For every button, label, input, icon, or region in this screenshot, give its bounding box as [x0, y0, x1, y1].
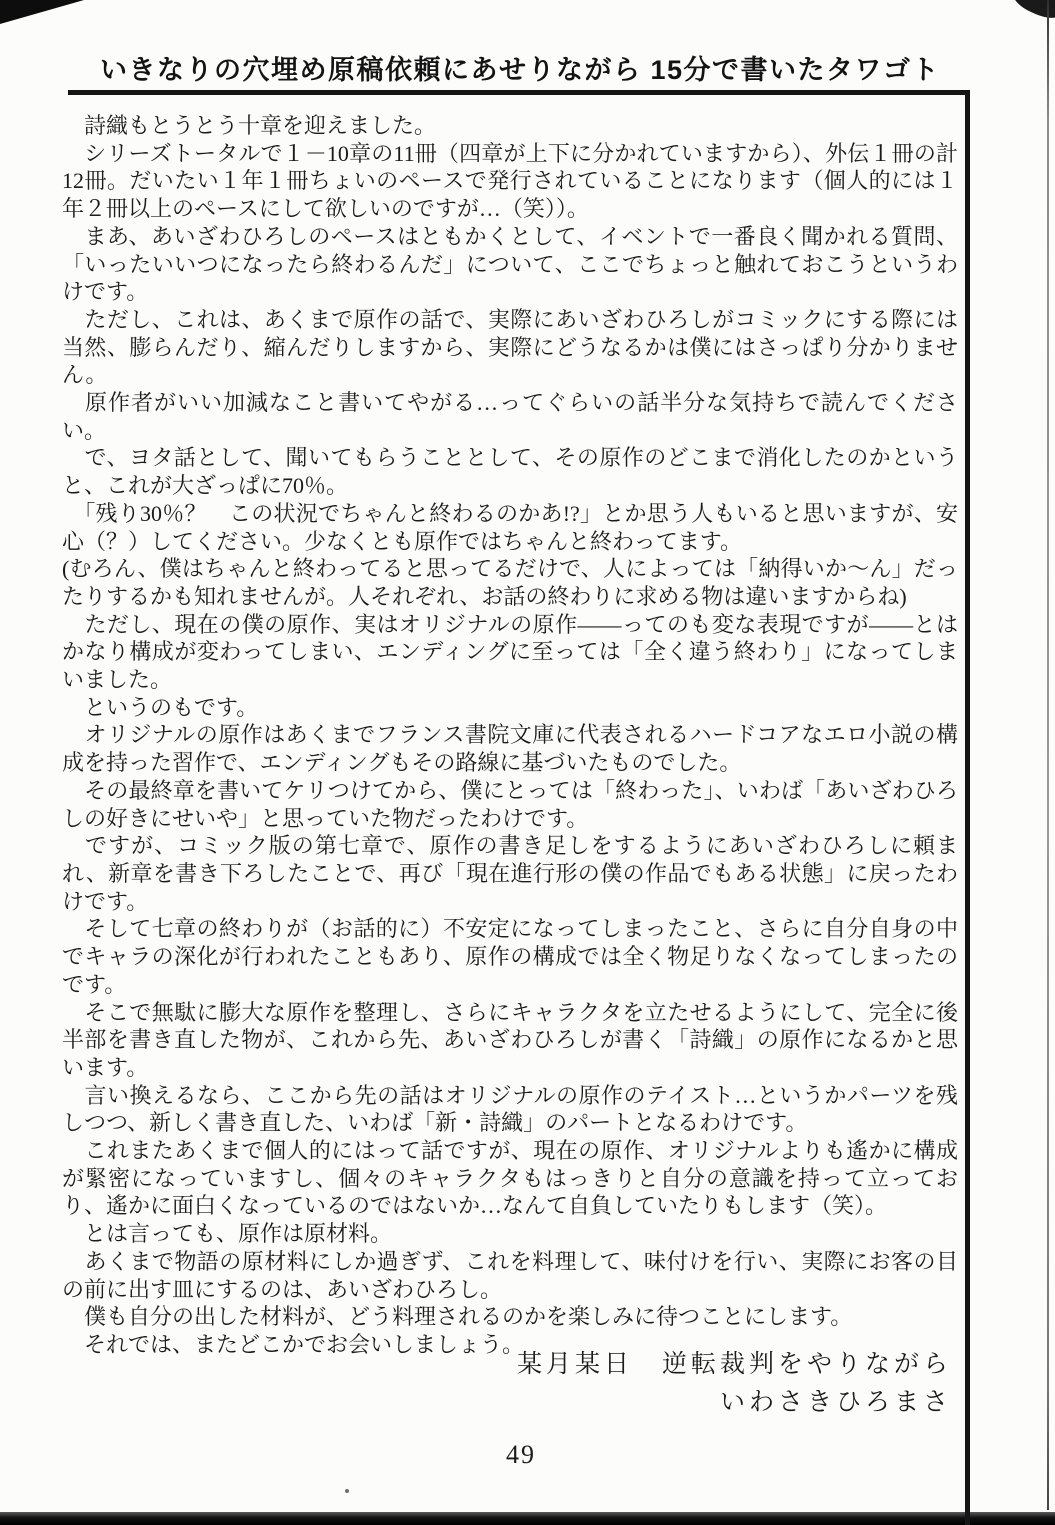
body-paragraph: あくまで物語の原材料にしか過ぎず、これを料理して、味付けを行い、実際にお客の目の前に出す皿にするのは、あいざわひろし。 — [62, 1248, 958, 1302]
signature-author-name: いわさきひろまさ — [719, 1389, 952, 1416]
body-paragraph: ただし、現在の僕の原作、実はオリジナルの原作――ってのも変な表現ですが――とはかなり構成が変わってしまい、エンディングに至っては「全く違う終わり」になってしまいました。 — [62, 611, 958, 693]
body-paragraph: 「残り30％？ この状況でちゃんと終わるのかあ!?」とか思う人もいると思いますが、安心（？）してください。少なくとも原作ではちゃんと終わってます。 — [62, 500, 959, 554]
body-paragraph: これまたあくまで個人的にはって話ですが、現在の原作、オリジナルよりも遙かに構成が緊密になっていますし、個々のキャラクタもはっきりと自分の意識を持って立っており、遙かに面白くなっているのではないか…なんて自負していたりもします（笑）。 — [62, 1138, 958, 1219]
body-paragraph: で、ヨタ話として、聞いてもらうこととして、その原作のどこまで消化したのかというと、これが大ざっぱに70％。 — [62, 445, 958, 499]
body-paragraph: それでは、またどこかでお会いしましょう。 — [62, 1331, 525, 1357]
body-paragraph: 言い換えるなら、ここから先の話はオリジナルの原作のテイスト…というかパーツを残しつつ、新しく書き直した、いわば「新・詩織」のパートとなるわけです。 — [62, 1082, 958, 1136]
page-number: 49 — [506, 1440, 536, 1469]
body-paragraph: 詩織もとうとう十章を迎えました。 — [62, 113, 437, 138]
body-paragraph: まあ、あいざわひろしのペースはともかくとして、イベントで一番良く聞かれる質問、「いったいいつになったら終わるんだ」について、ここでちょっと触れておこうというわけです。 — [62, 223, 958, 305]
body-paragraph: ですが、コミック版の第七章で、原作の書き足しをするようにあいざわひろしに頼まれ、新章を書き下ろしたことで、再び「現在進行形の僕の作品でもある状態」に戻ったわけです。 — [62, 833, 958, 914]
body-paragraph: とは言っても、原作は原材料。 — [62, 1221, 393, 1247]
body-text — [62, 112, 958, 1359]
body-paragraph: 原作者がいい加減なこと書いてやがる…ってぐらいの話半分な気持ちで読んでください。 — [62, 390, 958, 443]
body-paragraph: ただし、これは、あくまで原作の話で、実際にあいざわひろしがコミックにする際には当然、膨らんだり、縮んだりしますから、実際にどうなるかは僕にはさっぱり分かりません。 — [62, 306, 958, 388]
body-paragraph: というのもです。 — [62, 694, 259, 720]
body-paragraph: そして七章の終わりが（お話的に）不安定になってしまったこと、さらに自分自身の中でキャラの深化が行われたこともあり、原作の構成では全く物足りなくなってしまったのです。 — [62, 916, 958, 997]
body-paragraph: 僕も自分の出した材料が、どう料理されるのかを楽しみに待つことにします。 — [62, 1304, 853, 1330]
scan-page-edge-line — [1047, 0, 1049, 1510]
page-title: いきなりの穴埋め原稿依頼にあせりながら 15分で書いたタワゴト — [99, 55, 941, 85]
signature-block — [517, 1346, 952, 1422]
body-paragraph: シリーズトータルで１－10章の11冊（四章が上下に分かれていますから）、外伝１冊の計12冊。だいたい１年１冊ちょいのペースで発行されていることになります（個人的には１年２冊以上のペースにして欲しいのですが…（笑））。 — [62, 140, 958, 222]
signature-date-line: 某月某日 逆転裁判をやりながら — [516, 1351, 952, 1378]
body-paragraph: (むろん、僕はちゃんと終わってると思ってるだけで、人によっては「納得いか～ん」だったりするかも知れませんが。人それぞれ、お話の終わりに求める物は違いますからね) — [62, 556, 958, 609]
body-paragraph: オリジナルの原作はあくまでフランス書院文庫に代表されるハードコアなエロ小説の構成を持った習作で、エンディングもその路線に基づいたものでした。 — [62, 722, 958, 776]
body-paragraph: その最終章を書いてケリつけてから、僕にとっては「終わった」、いわば「あいざわひろしの好きにせいや」と思っていた物だったわけです。 — [62, 777, 958, 831]
scan-artifact-top-left — [0, 0, 84, 24]
body-paragraph: そこで無駄に膨大な原作を整理し、さらにキャラクタを立たせるようにして、完全に後半部を書き直した物が、これから先、あいざわひろしが書く「詩織」の原作になるかと思います。 — [62, 999, 958, 1080]
